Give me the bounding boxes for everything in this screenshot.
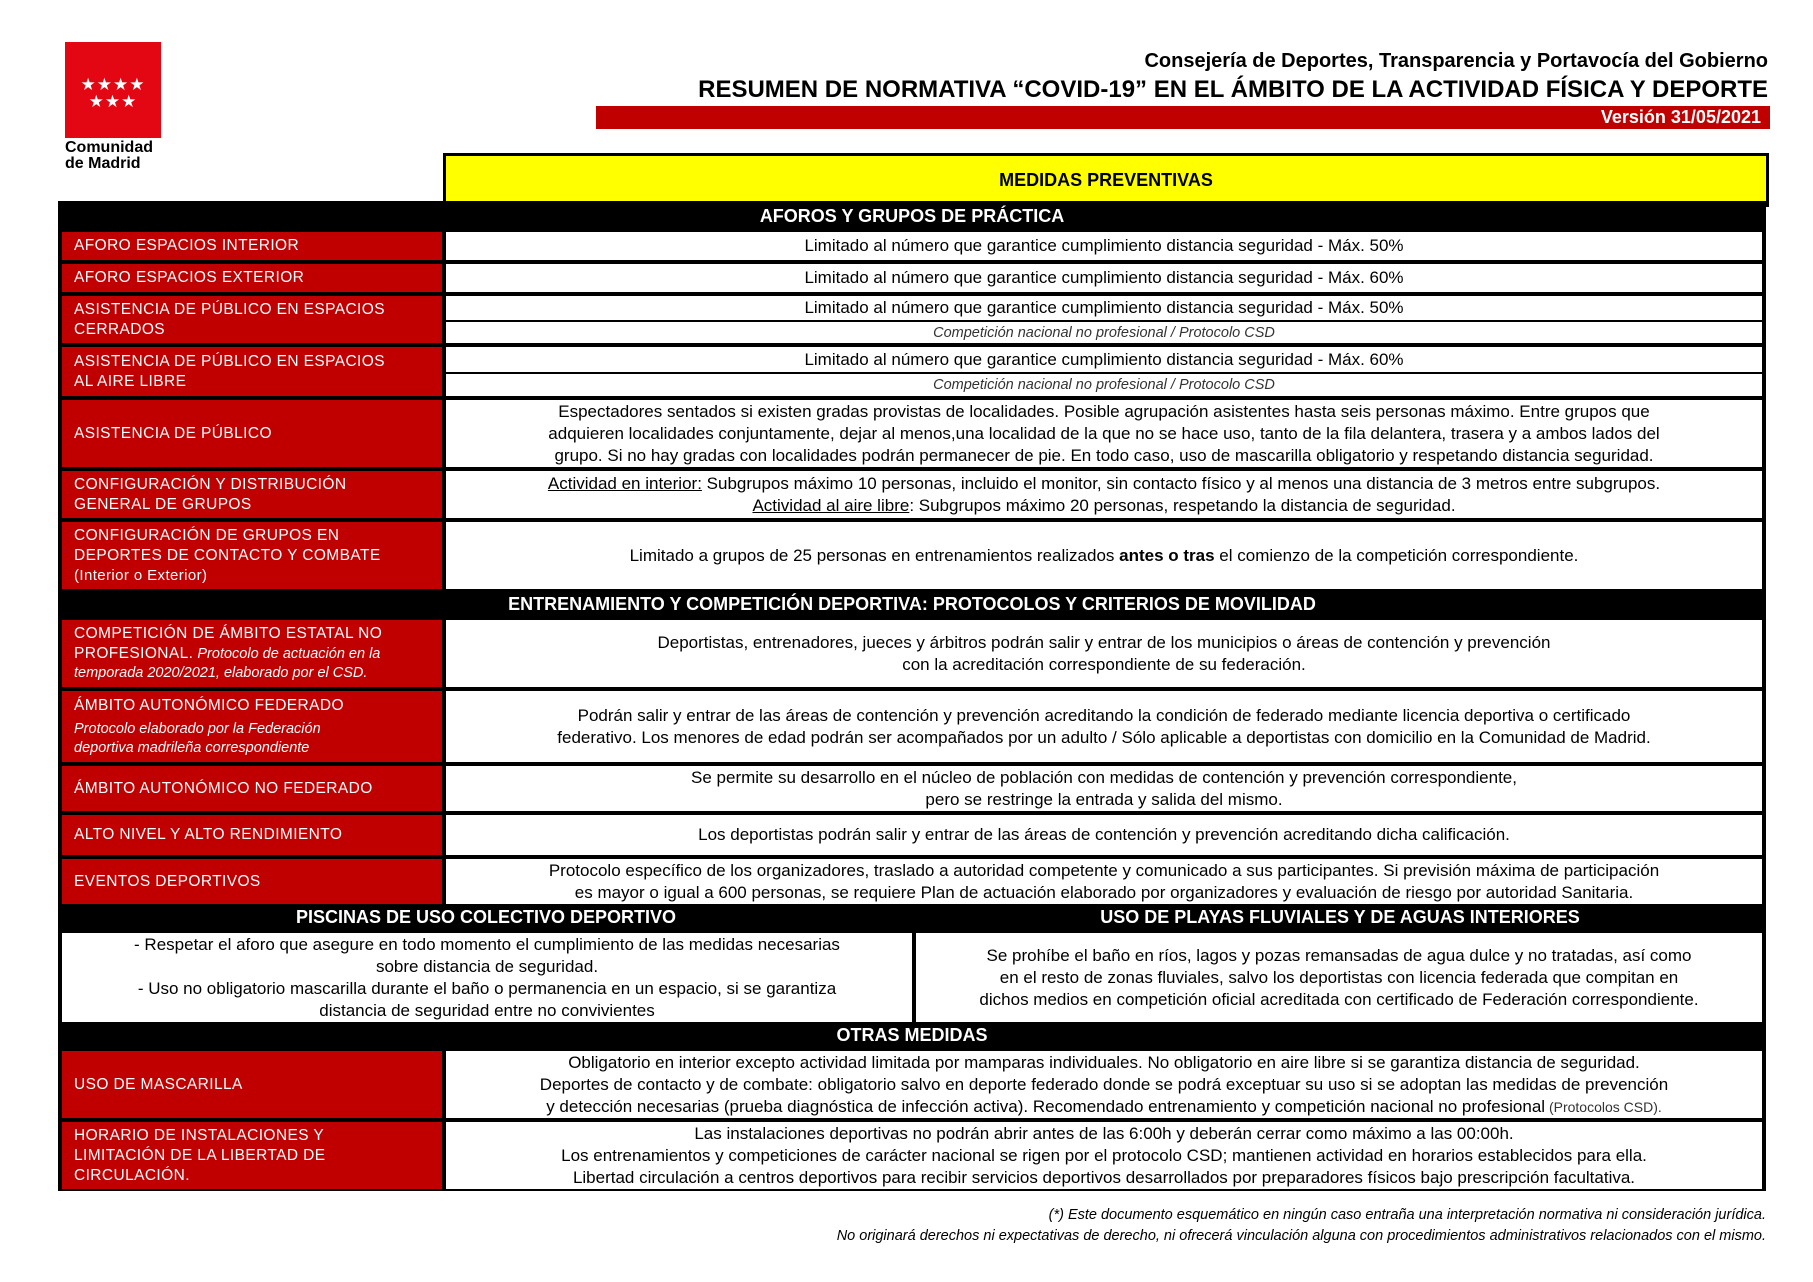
label-line: CONFIGURACIÓN Y DISTRIBUCIÓN — [74, 475, 347, 493]
row-sub-publico-aire-libre: Competición nacional no profesional / Protocolo CSD — [446, 374, 1762, 396]
content-line: Espectadores sentados si existen gradas provistas de localidades. Posible agrupación asistentes hasta seis personas máximo. Entre grupos que — [558, 401, 1650, 421]
content-line: Deportes de contacto y de combate: obligatorio salvo en deporte federado donde se podrá exceptuar su uso si se adoptan las medidas de prevención — [539, 1074, 1669, 1094]
content-line: es mayor o igual a 600 personas, se requiere Plan de actuación elaborado por organizadores y evaluación de riesgo por autoridad Sanitaria. — [574, 882, 1634, 902]
content-text: Limitado a grupos de 25 personas en entrenamientos realizados — [629, 545, 1120, 565]
content-text: el comienzo de la competición correspondiente. — [1214, 545, 1579, 565]
row-content-aforo-exterior: Limitado al número que garantice cumplimiento distancia seguridad - Máx. 60% — [446, 264, 1762, 292]
row-label-mascarilla: USO DE MASCARILLA — [62, 1051, 442, 1118]
medidas-preventivas-title: MEDIDAS PREVENTIVAS — [443, 153, 1769, 207]
content-note: (Protocolos CSD). — [1545, 1098, 1662, 1115]
label-line — [74, 644, 442, 664]
version-label: Versión 31/05/2021 — [1600, 107, 1761, 127]
content-line: Protocolo específico de los organizadores, traslado a autoridad competente y comunicado a sus participantes. Si previsión máxima de participación — [548, 860, 1660, 880]
row-content-horario-instalaciones — [446, 1122, 1762, 1189]
playas-content — [916, 933, 1762, 1022]
row-content-asistencia-publico — [446, 400, 1762, 467]
content-line: Las instalaciones deportivas no podrán abrir antes de las 6:00h y deberán cerrar como máximo a las 00:00h. — [694, 1123, 1514, 1143]
label-line: DEPORTES DE CONTACTO Y COMBATE — [74, 546, 381, 564]
content-line — [456, 473, 1752, 495]
content-line: sobre distancia de seguridad. — [375, 956, 599, 976]
row-content-publico-cerrados: Limitado al número que garantice cumplimiento distancia seguridad - Máx. 50% — [446, 296, 1762, 320]
label-text: PROFESIONAL. — [74, 645, 194, 662]
row-content-alto-nivel: Los deportistas podrán salir y entrar de las áreas de contención y prevención acreditando dicha calificación. — [446, 815, 1762, 855]
label-line: LIMITACIÓN DE LA LIBERTAD DE — [74, 1146, 326, 1164]
content-line — [456, 495, 1752, 517]
content-line: con la acreditación correspondiente de su federación. — [902, 654, 1306, 674]
row-content-publico-aire-libre: Limitado al número que garantice cumplimiento distancia seguridad - Máx. 60% — [446, 347, 1762, 372]
row-content-autonomico-no-federado — [446, 766, 1762, 811]
content-line — [456, 545, 1752, 567]
content-line: Se permite su desarrollo en el núcleo de población con medidas de contención y prevención correspondiente, — [691, 767, 1517, 787]
row-label-eventos-deportivos: EVENTOS DEPORTIVOS — [62, 859, 442, 904]
row-label-competicion-estatal — [62, 620, 442, 687]
content-line — [456, 1096, 1752, 1118]
content-line: federativo. Los menores de edad podrán ser acompañados por un adulto / Sólo aplicable a deportistas con domicilio en la Comunidad de Madrid. — [557, 727, 1651, 747]
row-content-autonomico-federado — [446, 691, 1762, 762]
label-italic: Protocolo de actuación en la — [193, 646, 381, 662]
content-line: adquieren localidades conjuntamente, dejar al menos,una localidad de la que no se hace uso, tanto de la fila delantera, trasera y a ambos lados del — [548, 423, 1660, 443]
label-line: Protocolo elaborado por la Federación — [74, 720, 321, 737]
content-line: en el resto de zonas fluviales, salvo los deportistas con licencia federada que compitan en — [999, 967, 1679, 987]
content-line: - Respetar el aforo que asegure en todo momento el cumplimiento de las medidas necesarias — [134, 934, 840, 954]
content-line: grupo. Si no hay gradas con localidades podrán permanecer de pie. En todo caso, uso de mascarilla obligatorio y respetando distancia seguridad. — [554, 445, 1654, 465]
label-line: GENERAL DE GRUPOS — [74, 495, 252, 513]
footer-disclaimer-2: No originará derechos ni expectativas de derecho, ni ofrecerá vinculación alguna con procedimientos administrativos relacionados con el mismo. — [836, 1228, 1766, 1244]
footer-disclaimer-1: (*) Este documento esquemático en ningún caso entraña una interpretación normativa ni consideración jurídica. — [1048, 1207, 1766, 1223]
piscinas-header: PISCINAS DE USO COLECTIVO DEPORTIVO — [60, 904, 912, 931]
section-aforos-header: AFOROS Y GRUPOS DE PRÁCTICA — [60, 203, 1764, 230]
row-label-configuracion-grupos — [62, 471, 442, 518]
underlined-label: Actividad en interior: — [547, 473, 702, 493]
label-line: HORARIO DE INSTALACIONES Y — [74, 1126, 325, 1144]
page-title: RESUMEN DE NORMATIVA “COVID-19” EN EL ÁMBITO DE LA ACTIVIDAD FÍSICA Y DEPORTE — [698, 76, 1768, 103]
label-line: ASISTENCIA DE PÚBLICO EN ESPACIOS — [74, 352, 385, 370]
logo-text — [65, 140, 153, 172]
row-label-autonomico-federado — [62, 691, 442, 762]
label-line: ASISTENCIA DE PÚBLICO EN ESPACIOS — [74, 300, 385, 318]
label-line: COMPETICIÓN DE ÁMBITO ESTATAL NO — [74, 625, 383, 642]
row-content-aforo-interior: Limitado al número que garantice cumplimiento distancia seguridad - Máx. 50% — [446, 232, 1762, 260]
content-line: Podrán salir y entrar de las áreas de contención y prevención acreditando la condición de federado mediante licencia deportiva o certificado — [577, 705, 1631, 725]
department-name: Consejería de Deportes, Transparencia y Portavocía del Gobierno — [1144, 50, 1768, 72]
label-line: temporada 2020/2021, elaborado por el CSD. — [74, 665, 368, 681]
logo-line-2: de Madrid — [65, 155, 141, 172]
label-line: CIRCULACIÓN. — [74, 1166, 190, 1184]
content-text: Subgrupos máximo 10 personas, incluido el monitor, sin contacto físico y al menos una distancia de 3 metros entre subgrupos. — [701, 473, 1661, 493]
row-label-contacto-combate — [62, 522, 442, 589]
row-label-horario-instalaciones — [62, 1122, 442, 1189]
row-label-aforo-exterior: AFORO ESPACIOS EXTERIOR — [62, 264, 442, 292]
row-label-publico-cerrados — [62, 296, 442, 343]
label-line: (Interior o Exterior) — [74, 566, 208, 584]
content-line: pero se restringe la entrada y salida del mismo. — [925, 789, 1283, 809]
section-otras-medidas-header: OTRAS MEDIDAS — [60, 1022, 1764, 1049]
content-text: : Subgrupos máximo 20 personas, respetando la distancia de seguridad. — [909, 495, 1456, 515]
row-label-autonomico-no-federado: ÁMBITO AUTONÓMICO NO FEDERADO — [62, 766, 442, 811]
underlined-label: Actividad al aire libre — [752, 495, 910, 515]
content-line: Los entrenamientos y competiciones de carácter nacional se rigen por el protocolo CSD; mantienen actividad en horarios establecidos para ella. — [561, 1145, 1647, 1165]
row-label-publico-aire-libre — [62, 347, 442, 396]
stars-icon: ★★★★ ★★★ — [80, 75, 146, 111]
row-label-aforo-interior: AFORO ESPACIOS INTERIOR — [62, 232, 442, 260]
emphasis-text: antes o tras — [1119, 545, 1215, 565]
content-line: - Uso no obligatorio mascarilla durante el baño o permanencia en un espacio, si se garantiza — [137, 978, 837, 998]
version-bar — [596, 106, 1770, 129]
measures-table — [58, 201, 1766, 1191]
row-content-competicion-estatal — [446, 620, 1762, 687]
row-label-alto-nivel: ALTO NIVEL Y ALTO RENDIMIENTO — [62, 815, 442, 855]
content-line: dichos medios en competición oficial acreditada con certificado de Federación correspondiente. — [979, 989, 1699, 1009]
label-line: CONFIGURACIÓN DE GRUPOS EN — [74, 526, 340, 544]
playas-header: USO DE PLAYAS FLUVIALES Y DE AGUAS INTERIORES — [916, 904, 1764, 931]
comunidad-madrid-logo — [65, 42, 161, 138]
content-line: distancia de seguridad entre no convivientes — [319, 1000, 655, 1020]
row-content-configuracion-grupos — [446, 471, 1762, 518]
piscinas-content — [62, 933, 912, 1022]
content-line: Se prohíbe el baño en ríos, lagos y pozas remansadas de agua dulce y no tratadas, así como — [986, 945, 1692, 965]
label-line: AL AIRE LIBRE — [74, 372, 187, 390]
row-content-eventos-deportivos — [446, 859, 1762, 904]
row-sub-publico-cerrados: Competición nacional no profesional / Protocolo CSD — [446, 322, 1762, 343]
logo-line-1: Comunidad — [65, 139, 153, 156]
label-line: deportiva madrileña correspondiente — [74, 739, 310, 756]
content-line: Obligatorio en interior excepto actividad limitada por mamparas individuales. No obligatorio en aire libre si se garantiza distancia de seguridad. — [568, 1052, 1640, 1072]
row-content-contacto-combate — [446, 522, 1762, 589]
content-line: Libertad circulación a centros deportivos para recibir servicios deportivos desarrollados por preparadores físicos bajo prescripción facultativa. — [572, 1167, 1636, 1187]
label-line: CERRADOS — [74, 320, 166, 338]
label-line: ÁMBITO AUTONÓMICO FEDERADO — [74, 696, 344, 714]
row-label-asistencia-publico: ASISTENCIA DE PÚBLICO — [62, 400, 442, 467]
content-line: Deportistas, entrenadores, jueces y árbitros podrán salir y entrar de los municipios o áreas de contención y prevención — [657, 632, 1551, 652]
section-entrenamiento-header: ENTRENAMIENTO Y COMPETICIÓN DEPORTIVA: PROTOCOLOS Y CRITERIOS DE MOVILIDAD — [60, 591, 1764, 618]
row-content-mascarilla — [446, 1051, 1762, 1118]
content-text: y detección necesarias (prueba diagnóstica de infección activa). Recomendado entrenamiento y competición nacional no profesional — [546, 1096, 1546, 1116]
